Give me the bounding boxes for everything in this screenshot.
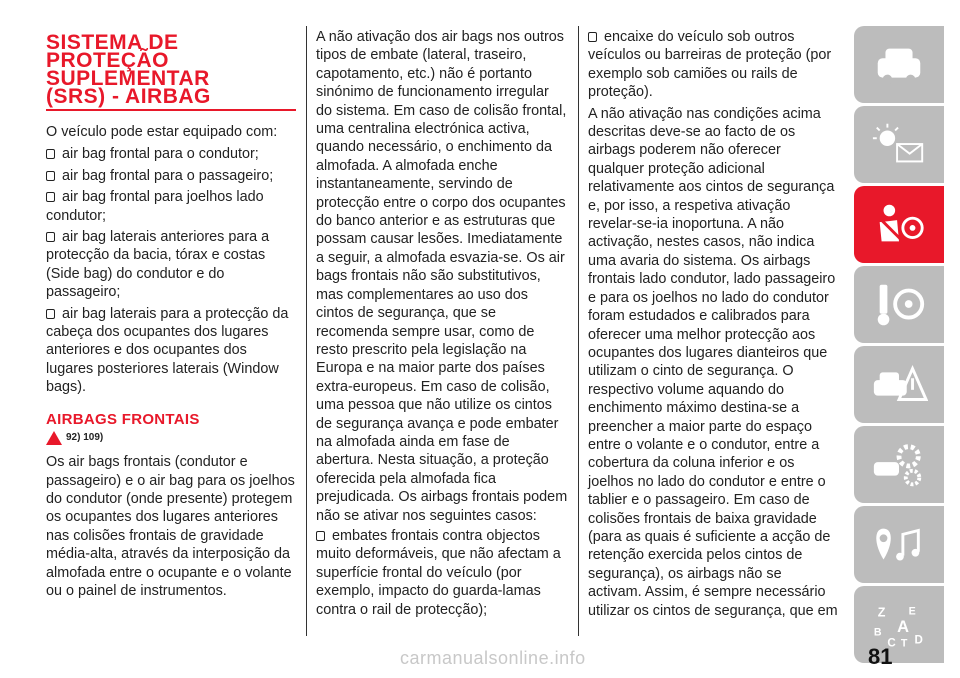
key-steering-icon (870, 279, 928, 331)
title-line: PROTEÇÃO (46, 49, 170, 72)
body-paragraph: A não ativação nas condições acima descritas deve-se ao facto de os airbags poderem não oferecer qualquer proteção adicional relativamente aos cintos de segurança e, por isso, a respetiva ativação revelar-se-ia inoportuna. A não activação, nestes casos, não indica uma avaria do sistema. Os airbags frontais lado condutor, lado passageiro e para os joelhos no lado do condutor foram estudados e calibrados para oferecer uma melhor protecção aos ocupantes dos lugares dianteiros que utilizam o cinto de segurança. O respectivo volume aquando do enchimento máximo destina-se a preencher a maior parte do espaço entre o volante e o condutor, entre a cobertura da coluna inferior e os joelhos no lado do condutor e entre o tablier e o passageiro. Em caso de colisões frontais de baixa gravidade (para as quais é suficiente a acção de retenção exercida pelos cintos de segurança), os airbags não se activam. Assim, é sempre necessário utilizar os cintos de segurança, que em (588, 105, 838, 619)
tab-airbag-safety[interactable] (854, 186, 944, 263)
chapter-tabs (854, 26, 944, 666)
index-letter: Z (877, 604, 886, 619)
airbag-safety-icon (870, 199, 928, 251)
body-paragraph: A não ativação dos air bags nos outros tipos de embate (lateral, traseiro, capotamento, etc.) não é portanto sinónimo de funcionamento irregular do sistema. Em caso de colisão frontal, uma centralina electrónica activa, quando necessário, o enchimento da almofada. A almofada enche instantaneamente, servindo de protecção entre o corpo dos ocupantes do banco anterior e as estruturas que possam causar lesões. Imediatamente a seguir, a almofada esvazia-se. Os air bags frontais não são substitutivos, mas complementares ao uso dos cintos de segurança, que se recomenda sempre usar, como de resto prescrito pela legislação na Europa e na maior parte dos países extra-europeus. Em caso de colisão, uma pessoa que não utilize os cintos de segurança avança e pode embater na almofada ainda em fase de abertura. Nesta situação, a proteção oferecida pela almofada fica prejudicada. Os airbags frontais podem não se ativar nos seguintes casos: (316, 29, 568, 524)
list-item-text: air bag laterais para a protecção da cabeça dos ocupantes dos lugares anteriores e dos ocupantes dos lugares posteriores laterais (Window bags). (46, 305, 289, 396)
list-item (316, 527, 568, 619)
list-item-text: encaixe do veículo sob outros veículos ou barreiras de proteção (por exemplo sob camiões ou rails de proteção). (588, 29, 832, 101)
multimedia-icon (870, 519, 928, 571)
column-1 (46, 28, 296, 600)
intro-text: O veículo pode estar equipado com: (46, 124, 278, 140)
checkbox-bullet-icon (46, 309, 55, 319)
column-3 (588, 28, 838, 620)
checkbox-bullet-icon (46, 232, 55, 242)
list-item (588, 28, 838, 102)
column-divider (578, 26, 579, 636)
index-letter: A (897, 617, 909, 636)
list-item-text: air bag frontal para o condutor; (62, 146, 259, 163)
warning-reference-text[interactable]: 92) 109) (66, 431, 104, 443)
list-item (46, 167, 296, 185)
warning-lights-icon (870, 119, 928, 171)
emergency-icon (870, 359, 928, 411)
watermark: carmanualsonline.info (400, 648, 586, 668)
tab-emergency[interactable] (854, 346, 944, 423)
tab-warning-lights[interactable] (854, 106, 944, 183)
column-divider (306, 26, 307, 636)
list-item-text: air bag frontal para o passageiro; (62, 167, 274, 184)
list-item (46, 145, 296, 163)
warning-triangle-icon (46, 431, 62, 445)
title-line: SISTEMA DE (46, 31, 179, 54)
tab-key-steering[interactable] (854, 266, 944, 343)
title-line: (SRS) - AIRBAG (46, 85, 211, 108)
list-item (46, 228, 296, 302)
page-number: 81 (868, 644, 893, 669)
service-gears-icon (870, 439, 928, 491)
checkbox-bullet-icon (46, 192, 55, 202)
car-icon (870, 39, 928, 91)
section-title (46, 31, 296, 111)
list-item (46, 305, 296, 397)
title-line: SUPLEMENTAR (46, 67, 210, 90)
checkbox-bullet-icon (316, 531, 325, 541)
tab-service[interactable] (854, 426, 944, 503)
column-2 (316, 28, 568, 622)
index-letter: C (887, 635, 896, 649)
checkbox-bullet-icon (46, 171, 55, 181)
tab-car[interactable] (854, 26, 944, 103)
index-letters-icon (870, 599, 928, 651)
list-item-text: embates frontais contra objectos muito deformáveis, que não afectam a superfície frontal do veículo (por exemplo, impacto do guarda-lamas contra o rail de protecção); (316, 527, 561, 618)
index-letter: B (873, 626, 882, 639)
checkbox-bullet-icon (588, 32, 597, 42)
index-letter: D (914, 632, 923, 646)
index-letter: E (908, 604, 916, 617)
subsection-title: AIRBAGS FRONTAIS (46, 410, 200, 428)
warning-reference (46, 429, 296, 447)
list-item-text: air bag frontal para joelhos lado condutor; (46, 189, 264, 224)
index-letter: T (900, 636, 908, 649)
tab-multimedia[interactable] (854, 506, 944, 583)
checkbox-bullet-icon (46, 149, 55, 159)
body-paragraph: Os air bags frontais (condutor e passageiro) e o air bag para os joelhos do condutor (onde presente) protegem os ocupantes dos lugares anteriores nas colisões frontais de gravidade média-alta, através da interposição da almofada entre o ocupante e o volante ou o painel de instrumentos. (46, 454, 295, 599)
list-item (46, 188, 296, 225)
list-item-text: air bag laterais anteriores para a protecção da bacia, tórax e costas (Side bag) do condutor e do passageiro; (46, 229, 270, 301)
